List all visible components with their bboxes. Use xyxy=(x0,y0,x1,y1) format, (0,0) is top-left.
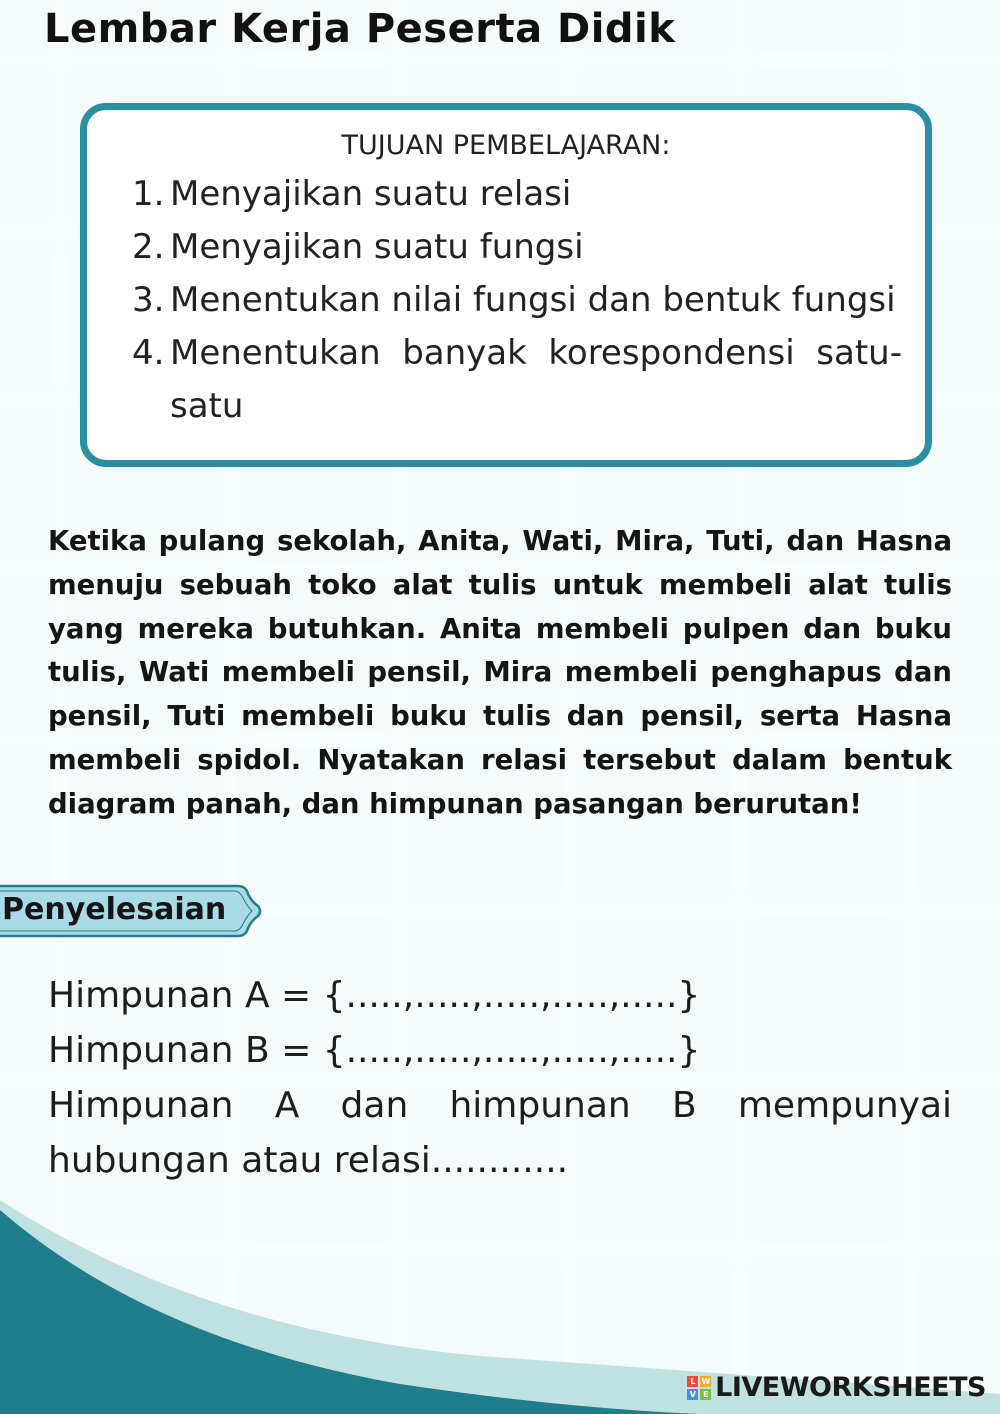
goal-text: Menentukan banyak korespondensi satu-satu xyxy=(170,333,902,426)
goal-item xyxy=(132,327,902,433)
logo-cell: V xyxy=(687,1389,698,1400)
goal-text: Menyajikan suatu relasi xyxy=(170,174,572,214)
set-a-line: Himpunan A = {.....,.....,.....,.....,.....} xyxy=(48,975,701,1016)
problem-story: Ketika pulang sekolah, Anita, Wati, Mira, Tuti, dan Hasna menuju sebuah toko alat tulis untuk membeli alat tulis yang mereka butuhkan. Anita membeli pulpen dan buku tulis, Wati membeli pensil, Mira membeli penghapus dan pensil, Tuti membeli buku tulis dan pensil, serta Hasna membeli spidol. Nyatakan relasi tersebut dalam bentuk diagram panah, dan himpunan pasangan berurutan! xyxy=(48,525,952,820)
goal-number: 2. xyxy=(132,227,165,267)
logo-cell: E xyxy=(700,1389,711,1400)
learning-goals-heading: TUJUAN PEMBELAJARAN: xyxy=(341,130,671,161)
solution-label: Penyelesaian xyxy=(2,892,227,927)
goal-item xyxy=(132,274,902,327)
learning-goals-list xyxy=(132,168,902,433)
goal-text: Menentukan nilai fungsi dan bentuk fungsi xyxy=(170,280,896,320)
liveworksheets-logo-icon xyxy=(687,1376,711,1400)
goal-item xyxy=(132,168,902,221)
brand-name: LIVEWORKSHEETS xyxy=(715,1372,986,1403)
learning-goals-box xyxy=(80,103,932,467)
page-title: Lembar Kerja Peserta Didik xyxy=(44,6,676,52)
goal-number: 4. xyxy=(132,333,165,373)
goal-number: 3. xyxy=(132,280,165,320)
answer-section xyxy=(48,968,952,1188)
goal-text: Menyajikan suatu fungsi xyxy=(170,227,584,267)
goal-item xyxy=(132,221,902,274)
liveworksheets-brand xyxy=(687,1372,986,1403)
set-b-line: Himpunan B = {.....,.....,.....,.....,.....} xyxy=(48,1030,701,1071)
logo-cell: W xyxy=(701,1376,710,1386)
logo-cell: L xyxy=(687,1376,698,1387)
goal-number: 1. xyxy=(132,174,165,214)
relation-line: Himpunan A dan himpunan B mempunyai hubungan atau relasi............ xyxy=(48,1085,952,1181)
